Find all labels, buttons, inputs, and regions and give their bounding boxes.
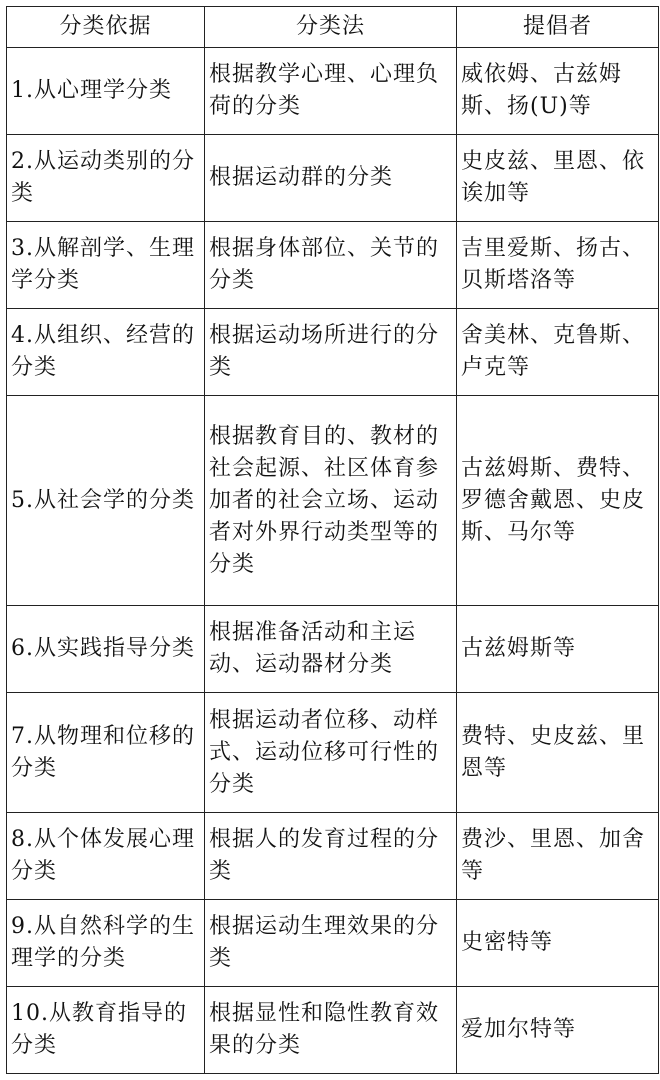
- table-row: [7, 135, 659, 222]
- advocates-cell: 爱加尔特等: [457, 987, 659, 1074]
- table-row: [7, 396, 659, 606]
- table-row: [7, 606, 659, 693]
- method-cell: 根据运动生理效果的分类: [205, 900, 457, 987]
- basis-cell: 2.从运动类别的分类: [7, 135, 205, 222]
- table-row: [7, 309, 659, 396]
- table-row: [7, 813, 659, 900]
- table-row: [7, 693, 659, 813]
- method-cell: 根据运动群的分类: [205, 135, 457, 222]
- classification-table: [6, 6, 659, 1074]
- basis-cell: 5.从社会学的分类: [7, 396, 205, 606]
- basis-cell: 8.从个体发展心理分类: [7, 813, 205, 900]
- basis-cell: 1.从心理学分类: [7, 48, 205, 135]
- header-basis: 分类依据: [7, 7, 205, 48]
- advocates-cell: 舍美林、克鲁斯、卢克等: [457, 309, 659, 396]
- method-cell: 根据教育目的、教材的社会起源、社区体育参加者的社会立场、运动者对外界行动类型等的分类: [205, 396, 457, 606]
- basis-cell: 4.从组织、经营的分类: [7, 309, 205, 396]
- method-cell: 根据运动者位移、动样式、运动位移可行性的分类: [205, 693, 457, 813]
- advocates-cell: 古兹姆斯等: [457, 606, 659, 693]
- advocates-cell: 史密特等: [457, 900, 659, 987]
- basis-cell: 6.从实践指导分类: [7, 606, 205, 693]
- method-cell: 根据教学心理、心理负荷的分类: [205, 48, 457, 135]
- advocates-cell: 吉里爱斯、扬古、贝斯塔洛等: [457, 222, 659, 309]
- advocates-cell: 费沙、里恩、加舍等: [457, 813, 659, 900]
- method-cell: 根据运动场所进行的分类: [205, 309, 457, 396]
- basis-cell: 3.从解剖学、生理学分类: [7, 222, 205, 309]
- method-cell: 根据准备活动和主运动、运动器材分类: [205, 606, 457, 693]
- header-method: 分类法: [205, 7, 457, 48]
- advocates-cell: 威依姆、古兹姆斯、扬(U)等: [457, 48, 659, 135]
- table-row: [7, 900, 659, 987]
- basis-cell: 10.从教育指导的分类: [7, 987, 205, 1074]
- header-advocates: 提倡者: [457, 7, 659, 48]
- method-cell: 根据人的发育过程的分类: [205, 813, 457, 900]
- table-header-row: [7, 7, 659, 48]
- advocates-cell: 史皮兹、里恩、依诶加等: [457, 135, 659, 222]
- basis-cell: 9.从自然科学的生理学的分类: [7, 900, 205, 987]
- advocates-cell: 费特、史皮兹、里恩等: [457, 693, 659, 813]
- advocates-cell: 古兹姆斯、费特、罗德舍戴恩、史皮斯、马尔等: [457, 396, 659, 606]
- table-row: [7, 222, 659, 309]
- table-row: [7, 987, 659, 1074]
- method-cell: 根据身体部位、关节的分类: [205, 222, 457, 309]
- method-cell: 根据显性和隐性教育效果的分类: [205, 987, 457, 1074]
- basis-cell: 7.从物理和位移的分类: [7, 693, 205, 813]
- table-row: [7, 48, 659, 135]
